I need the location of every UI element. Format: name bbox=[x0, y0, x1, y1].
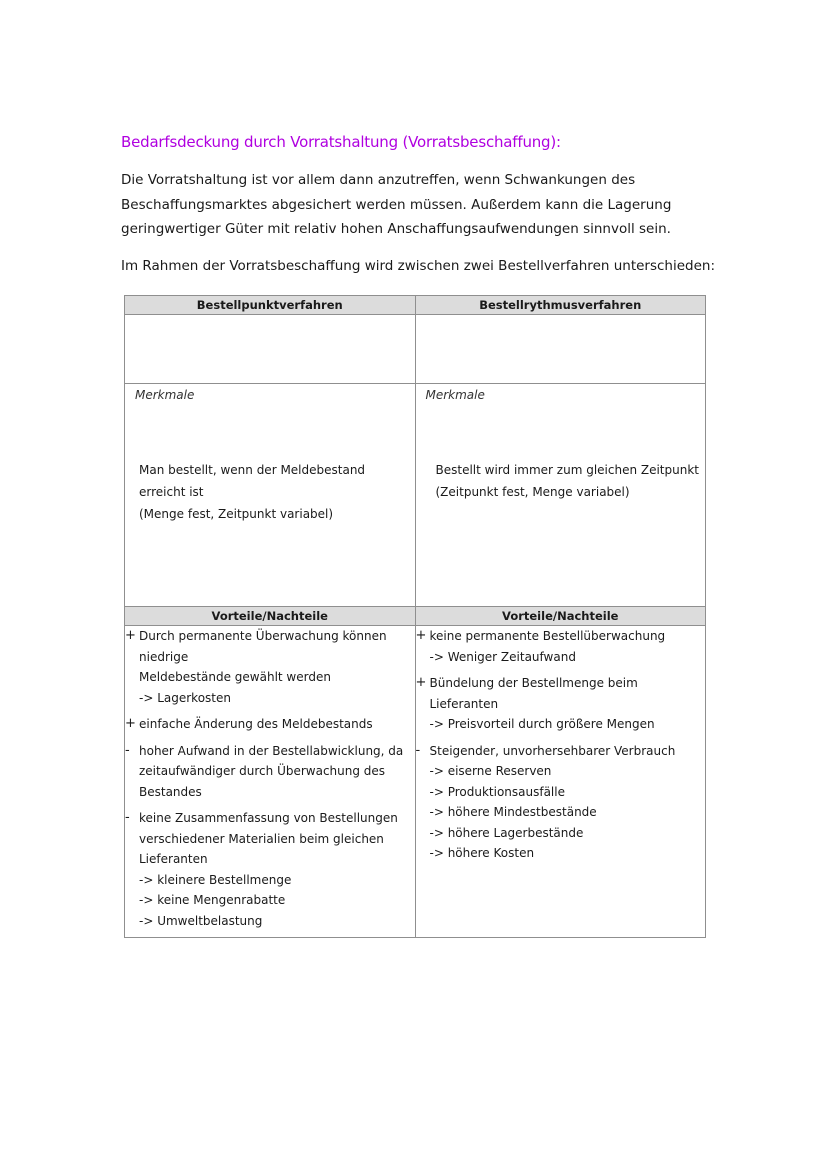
list-item bbox=[125, 626, 415, 708]
merkmale-cell-left bbox=[125, 384, 416, 607]
intro-paragraph-2: Im Rahmen der Vorratsbeschaffung wird zwischen zwei Bestellverfahren unterschieden: bbox=[121, 258, 716, 274]
vorteile-nachteile-left bbox=[125, 626, 416, 938]
list-item bbox=[125, 714, 415, 735]
list-text: -> kleinere Bestellmenge bbox=[139, 872, 292, 887]
list-text: -> Lagerkosten bbox=[139, 690, 231, 705]
header-bestellrythmus: Bestellrythmusverfahren bbox=[415, 296, 706, 315]
merkmale-cell-right bbox=[415, 384, 706, 607]
empty-cell-right bbox=[415, 315, 706, 384]
merkmale-text-right bbox=[436, 459, 706, 503]
merkmale-label: Merkmale bbox=[135, 388, 195, 402]
empty-cell-left bbox=[125, 315, 416, 384]
list-text: -> höhere Lagerbestände bbox=[429, 825, 584, 840]
list-item bbox=[416, 626, 706, 667]
list-text: -> eiserne Reserven bbox=[429, 764, 552, 778]
list-text: keine Zusammenfassung von Bestellungen bbox=[139, 811, 398, 825]
list-text: -> Preisvorteil durch größere Mengen bbox=[429, 717, 655, 731]
list-text: Steigender, unvorhersehbarer Verbrauch bbox=[429, 743, 676, 758]
list-text: -> Produktionsausfälle bbox=[429, 784, 565, 799]
list-text: -> höhere Mindestbestände bbox=[429, 805, 597, 819]
list-item bbox=[416, 741, 706, 864]
header-vorteile-nachteile-right: Vorteile/Nachteile bbox=[415, 607, 706, 626]
vorteile-nachteile-right bbox=[415, 626, 706, 938]
plus-sign: + bbox=[125, 628, 136, 643]
list-text: -> Weniger Zeitaufwand bbox=[429, 649, 576, 664]
list-text: Durch permanente Überwachung können niedrige bbox=[139, 629, 387, 664]
list-item bbox=[125, 808, 415, 931]
minus-sign: - bbox=[125, 810, 130, 825]
merkmale-line: (Menge fest, Zeitpunkt variabel) bbox=[139, 507, 334, 521]
plus-sign: + bbox=[125, 716, 136, 731]
list-text: einfache Änderung des Meldebestands bbox=[139, 717, 373, 731]
comparison-table bbox=[124, 295, 706, 938]
merkmale-line: Bestellt wird immer zum gleichen Zeitpunkt bbox=[435, 463, 699, 477]
list-item bbox=[416, 673, 706, 735]
list-item bbox=[125, 741, 415, 803]
list-text: zeitaufwändiger durch Überwachung des Bestandes bbox=[139, 764, 386, 799]
plus-sign: + bbox=[415, 675, 427, 690]
header-vorteile-nachteile-left: Vorteile/Nachteile bbox=[125, 607, 416, 626]
list-text: -> keine Mengenrabatte bbox=[139, 893, 286, 907]
list-text: hoher Aufwand in der Bestellabwicklung, da bbox=[139, 743, 404, 758]
merkmale-text-left bbox=[139, 459, 409, 525]
intro-paragraph: Die Vorratshaltung ist vor allem dann anzutreffen, wenn Schwankungen des Beschaffungsmarktes abgesichert werden müssen. Außerdem kann die Lagerung geringwertiger Güter mit relativ hohen Anschaffungsaufwendungen sinnvoll sein. bbox=[121, 172, 672, 237]
minus-sign: - bbox=[415, 742, 421, 758]
merkmale-line: Man bestellt, wenn der Meldebestand erreicht ist bbox=[139, 463, 366, 499]
plus-sign: + bbox=[415, 628, 427, 643]
merkmale-line: (Zeitpunkt fest, Menge variabel) bbox=[435, 485, 630, 499]
list-text: verschiedener Materialien beim gleichen Lieferanten bbox=[139, 831, 384, 866]
header-bestellpunkt: Bestellpunktverfahren bbox=[125, 296, 416, 315]
page-title: Bedarfsdeckung durch Vorratshaltung (Vorratsbeschaffung): bbox=[121, 133, 561, 151]
list-text: -> Umweltbelastung bbox=[139, 913, 263, 928]
minus-sign: - bbox=[125, 742, 130, 758]
list-text: Meldebestände gewählt werden bbox=[139, 670, 331, 684]
list-text: -> höhere Kosten bbox=[429, 846, 535, 860]
merkmale-label: Merkmale bbox=[425, 388, 485, 402]
list-text: keine permanente Bestellüberwachung bbox=[429, 629, 666, 643]
list-text: Bündelung der Bestellmenge beim Lieferanten bbox=[429, 676, 638, 711]
